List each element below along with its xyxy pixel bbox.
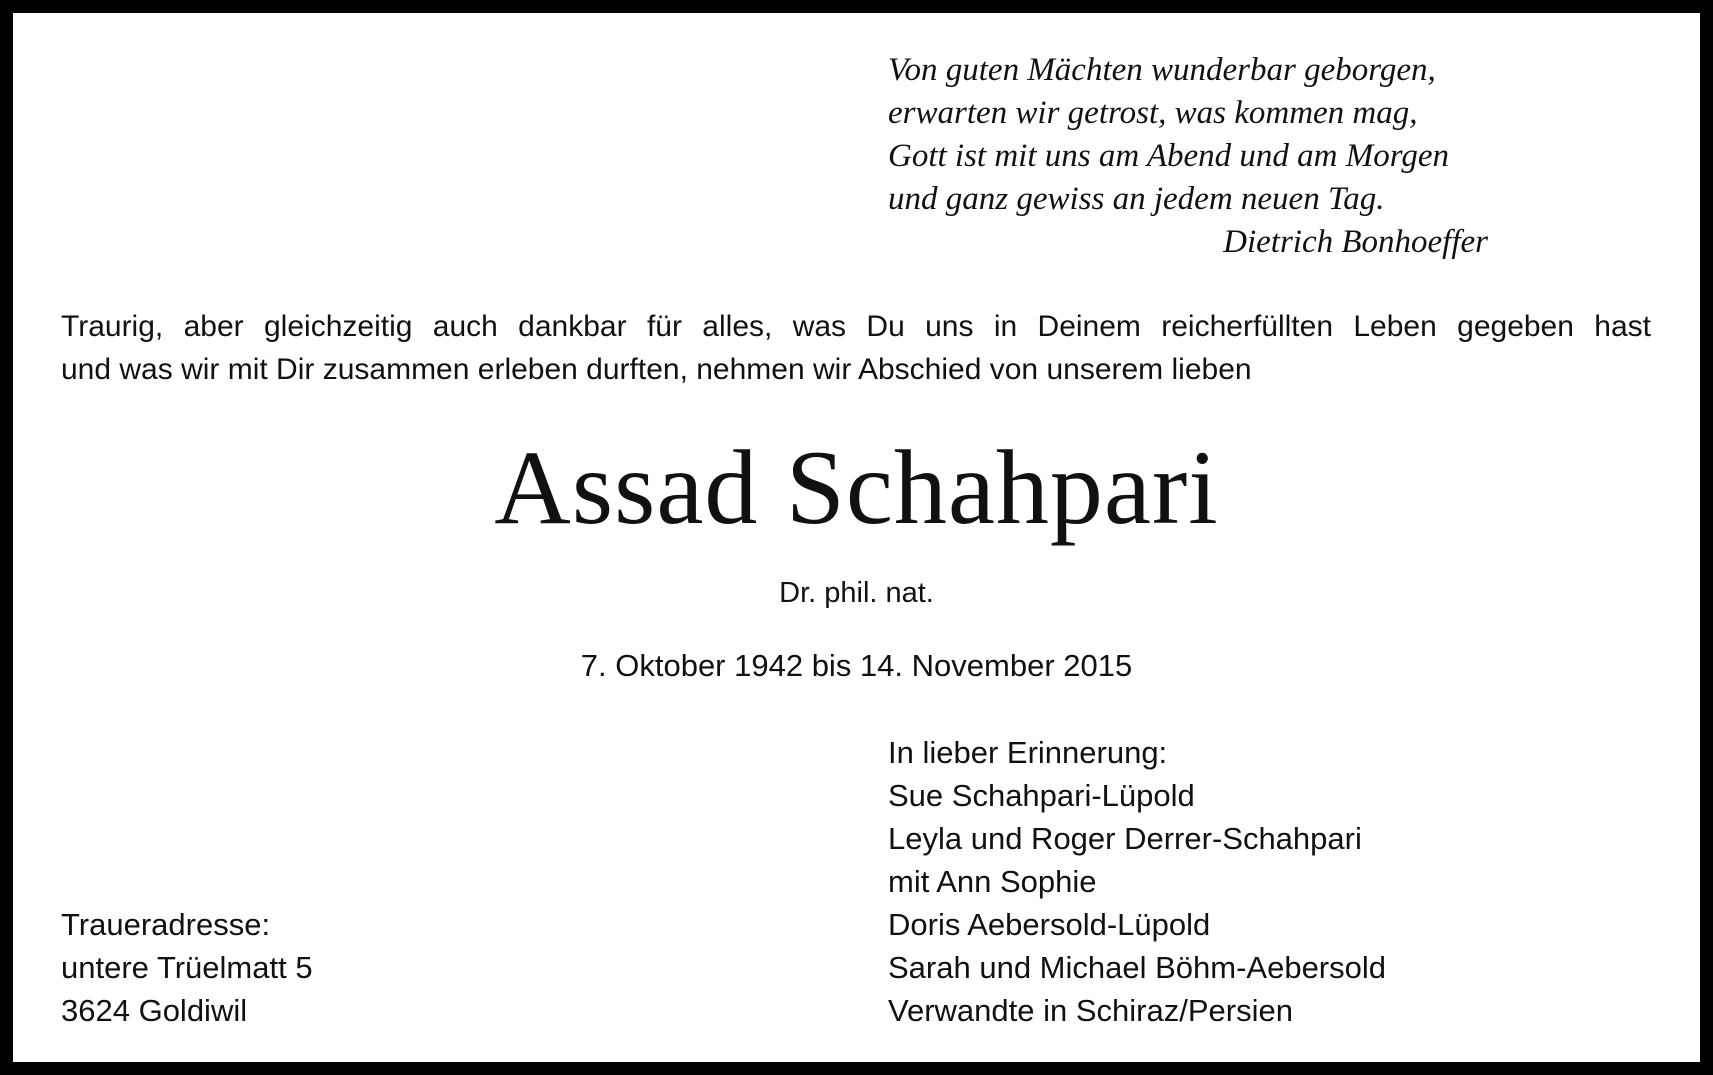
poem-quote <box>888 49 1508 264</box>
life-dates: 7. Oktober 1942 bis 14. November 2015 <box>580 648 1133 683</box>
address-street: untere Trüelmatt 5 <box>61 950 313 985</box>
mourning-address <box>61 903 313 1032</box>
intro-text <box>61 305 1651 391</box>
address-city: 3624 Goldiwil <box>61 993 248 1028</box>
mourner-name: mit Ann Sophie <box>888 864 1097 899</box>
mourners-heading: In lieber Erinnerung: <box>888 735 1168 770</box>
obituary-card <box>13 13 1700 1062</box>
mourner-name: Doris Aebersold-Lüpold <box>888 907 1211 942</box>
mourners-list <box>888 731 1386 1032</box>
mourner-name: Leyla und Roger Derrer-Schahpari <box>888 821 1362 856</box>
intro-line-2: und was wir mit Dir zusammen erleben durften, nehmen wir Abschied von unserem lieben <box>61 353 1252 386</box>
poem-line: erwarten wir getrost, was kommen mag, <box>888 95 1418 131</box>
address-label: Traueradresse: <box>61 907 271 942</box>
mourner-name: Sue Schahpari-Lüpold <box>888 778 1195 813</box>
poem-line: Von guten Mächten wunderbar geborgen, <box>888 52 1436 88</box>
mourner-name: Verwandte in Schiraz/Persien <box>888 993 1293 1028</box>
poem-author: Dietrich Bonhoeffer <box>1223 224 1488 260</box>
intro-line-1: Traurig, aber gleichzeitig auch dankbar für alles, was Du uns in Deinem reicherfüllten Leben gegeben hast <box>61 310 1651 343</box>
deceased-name: Assad Schahpari <box>494 429 1219 546</box>
deceased-title: Dr. phil. nat. <box>779 577 934 609</box>
poem-line: Gott ist mit uns am Abend und am Morgen <box>888 138 1449 174</box>
mourner-name: Sarah und Michael Böhm-Aebersold <box>888 950 1386 985</box>
poem-line: und ganz gewiss an jedem neuen Tag. <box>888 181 1385 217</box>
